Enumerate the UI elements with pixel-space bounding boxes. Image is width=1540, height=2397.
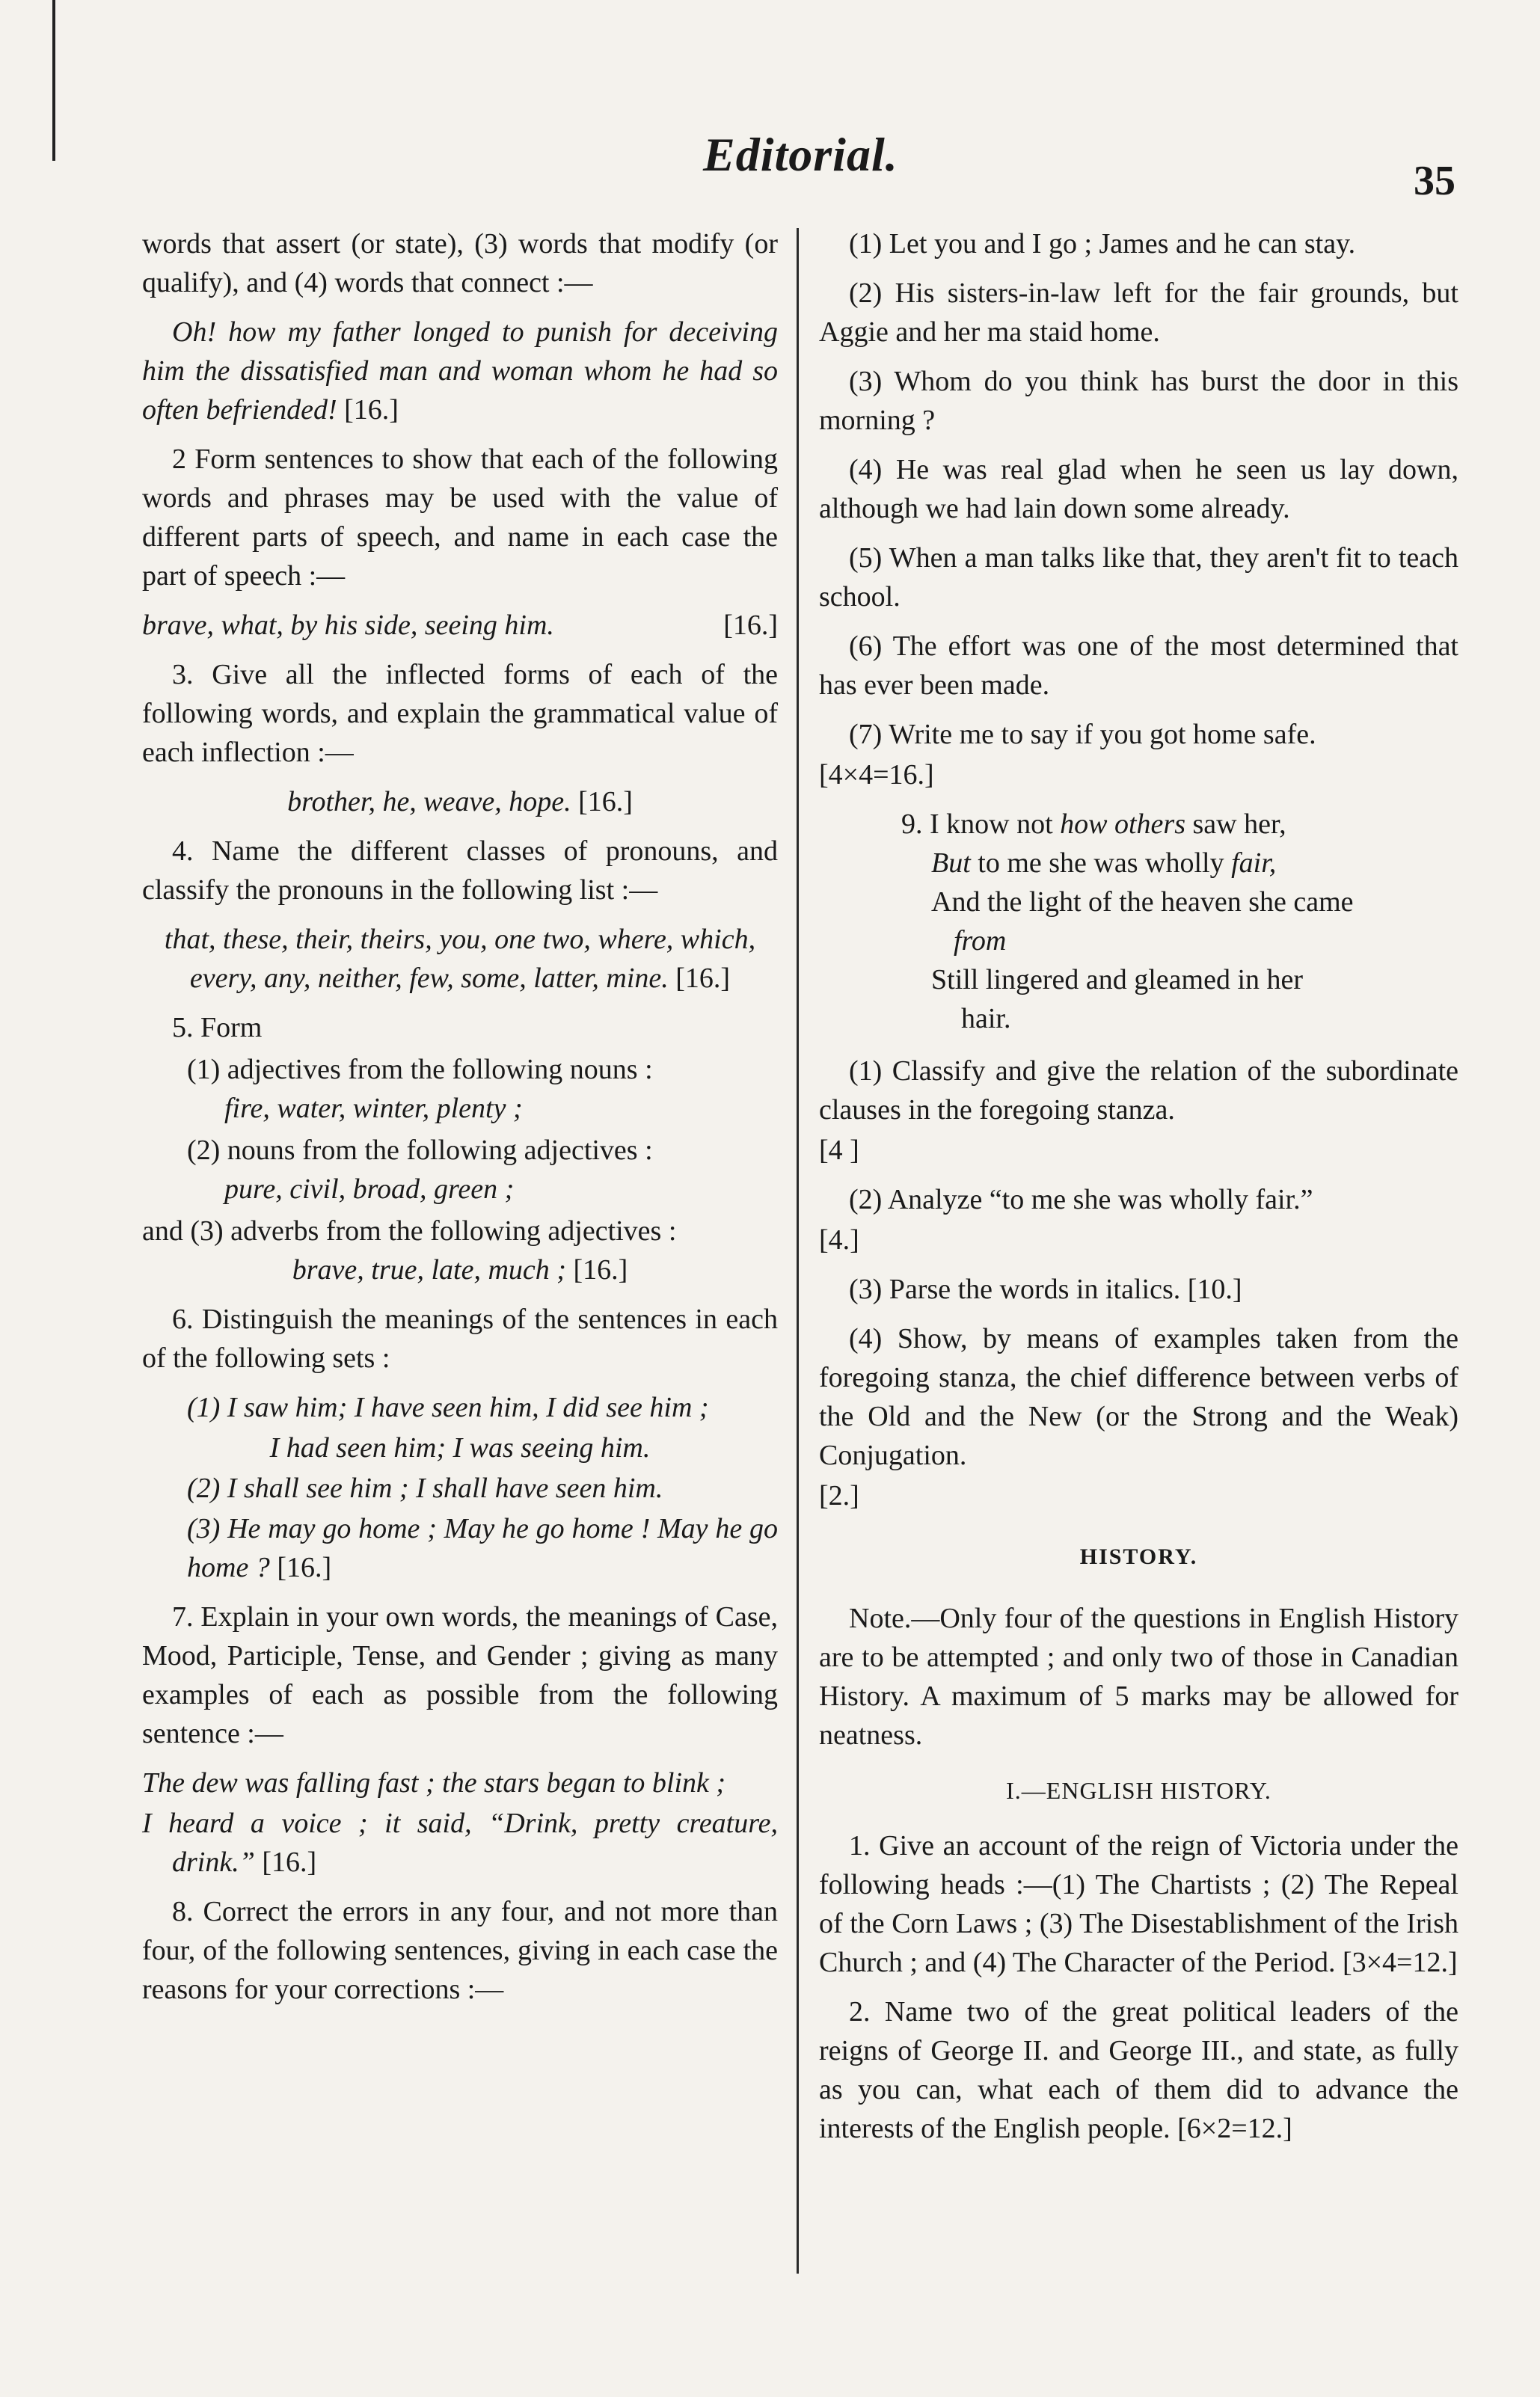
question-6: 6. Distinguish the meanings of the sentences in each of the following sets : xyxy=(142,1304,778,1374)
question-7-example-2: I heard a voice ; it said, “Drink, pretty creature, drink.” [16.] xyxy=(142,1808,778,1878)
page-number: 35 xyxy=(1414,158,1455,204)
sentence-1: (1) Let you and I go ; James and he can stay. xyxy=(849,228,1356,260)
stanza-line-2: But to me she was wholly fair, xyxy=(931,847,1277,879)
question-9-part-2: (2) Analyze “to me she was wholly fair.” xyxy=(849,1184,1313,1215)
history-question-1: 1. Give an account of the reign of Victoria under the following heads :—(1) The Chartists ; (2) The Repeal of the Corn Laws ; (3) The Disestablishment of the Irish Church ; and (4) The Character of the Period. [3×4=12.] xyxy=(819,1830,1458,1978)
marks: [16.] xyxy=(578,786,633,817)
marks: [16.] xyxy=(675,963,731,994)
stanza-line-3b: from xyxy=(954,925,1007,957)
question-6-set-1b: I had seen him; I was seeing him. xyxy=(269,1432,651,1464)
stanza-line-3: And the light of the heaven she came xyxy=(931,886,1354,918)
history-note: Note.—Only four of the questions in English History are to be attempted ; and only two of those in Canadian History. A maximum of 5 marks may be allowed for neatness. xyxy=(819,1603,1458,1751)
question-6-set-1: (1) I saw him; I have seen him, I did see him ; xyxy=(187,1392,709,1423)
sentence-5: (5) When a man talks like that, they aren't fit to teach school. xyxy=(819,542,1458,613)
question-8: 8. Correct the errors in any four, and not more than four, of the following sentences, giving in each case the reasons for your corrections :— xyxy=(142,1896,778,2005)
question-1-example: Oh! how my father longed to punish for deceiving him the dissatisfied man and woman whom he had so often befriended! [16.] xyxy=(142,316,778,426)
question-2-words: brave, what, by his side, seeing him. [16.] xyxy=(142,606,778,645)
question-4: 4. Name the different classes of pronouns, and classify the pronouns in the following list :— xyxy=(142,835,778,906)
sentence-3: (3) Whom do you think has burst the door in this morning ? xyxy=(819,366,1458,436)
question-5-part-2: (2) nouns from the following adjectives : xyxy=(187,1135,653,1166)
marks: [16.] xyxy=(573,1254,628,1286)
column-divider xyxy=(797,228,799,2274)
english-history-heading: I.—ENGLISH HISTORY. xyxy=(1006,1777,1271,1804)
question-5-part-3-words: brave, true, late, much ; [16.] xyxy=(292,1254,628,1286)
sentence-4: (4) He was real glad when he seen us lay down, although we had lain down some already. xyxy=(819,454,1458,524)
question-5-part-1-words: fire, water, winter, plenty ; xyxy=(224,1093,523,1124)
question-6-set-3: (3) He may go home ; May he go home ! May he go home ? [16.] xyxy=(187,1513,778,1583)
marks: [10.] xyxy=(1187,1274,1242,1305)
question-7-example-1: The dew was falling fast ; the stars began to blink ; xyxy=(142,1767,726,1799)
left-column xyxy=(142,224,778,2019)
question-9-part-4-marks: [2.] xyxy=(819,1480,859,1511)
question-6-set-2: (2) I shall see him ; I shall have seen him. xyxy=(187,1473,663,1504)
question-9-part-4: (4) Show, by means of examples taken from the foregoing stanza, the chief difference between verbs of the Old and the New (or the Strong and the Weak) Conjugation. xyxy=(819,1323,1458,1471)
intro-paragraph: words that assert (or state), (3) words that modify (or qualify), and (4) words that connect :— xyxy=(142,228,778,298)
question-3: 3. Give all the inflected forms of each of the following words, and explain the grammatical value of each inflection :— xyxy=(142,659,778,768)
history-heading: HISTORY. xyxy=(1079,1544,1198,1569)
sentence-6: (6) The effort was one of the most determined that has ever been made. xyxy=(819,630,1458,701)
marks: [16.] xyxy=(277,1552,332,1583)
question-3-words: brother, he, weave, hope. [16.] xyxy=(287,786,633,817)
sentence-7: (7) Write me to say if you got home safe. xyxy=(849,719,1316,750)
question-9-part-2-marks: [4.] xyxy=(819,1224,859,1256)
stanza-line-4b: hair. xyxy=(961,1003,1011,1034)
question-9-part-1: (1) Classify and give the relation of the subordinate clauses in the foregoing stanza. xyxy=(819,1055,1458,1126)
history-question-2: 2. Name two of the great political leaders of the reigns of George II. and George III., and state, as fully as you can, what each of them did to advance the interests of the English people. [6×2=12.] xyxy=(819,1996,1458,2144)
marks: [16.] xyxy=(344,394,399,426)
stanza-line-1: 9. I know not how others saw her, xyxy=(901,808,1286,840)
page-edge-line xyxy=(52,0,55,161)
right-column xyxy=(819,224,1458,2158)
question-9-stanza xyxy=(819,805,1458,1038)
sentence-marks: [4×4=16.] xyxy=(819,759,934,791)
marks: [3×4=12.] xyxy=(1342,1947,1458,1978)
question-5-part-3: and (3) adverbs from the following adjectives : xyxy=(142,1215,677,1247)
sentence-2: (2) His sisters-in-law left for the fair grounds, but Aggie and her ma staid home. xyxy=(819,277,1458,348)
question-5-part-2-words: pure, civil, broad, green ; xyxy=(224,1173,515,1205)
running-header: Editorial. xyxy=(703,128,898,181)
question-5-heading: 5. Form xyxy=(172,1012,263,1043)
question-7: 7. Explain in your own words, the meanings of Case, Mood, Participle, Tense, and Gender ; giving as many examples of each as possible from the following sentence :— xyxy=(142,1601,778,1749)
marks: [6×2=12.] xyxy=(1177,2113,1292,2144)
question-5-part-1: (1) adjectives from the following nouns : xyxy=(187,1054,653,1085)
question-2: 2 Form sentences to show that each of the following words and phrases may be used with the value of different parts of speech, and name in each case the part of speech :— xyxy=(142,444,778,592)
marks: [16.] xyxy=(262,1847,317,1878)
marks: [16.] xyxy=(723,610,778,641)
question-9-part-1-marks: [4 ] xyxy=(819,1135,859,1166)
question-9-part-3: (3) Parse the words in italics. [10.] xyxy=(849,1274,1242,1305)
stanza-line-4: Still lingered and gleamed in her xyxy=(931,964,1304,995)
question-4-words: that, these, their, theirs, you, one two, where, which, every, any, neither, few, some, latter, mine. [16.] xyxy=(164,924,756,994)
